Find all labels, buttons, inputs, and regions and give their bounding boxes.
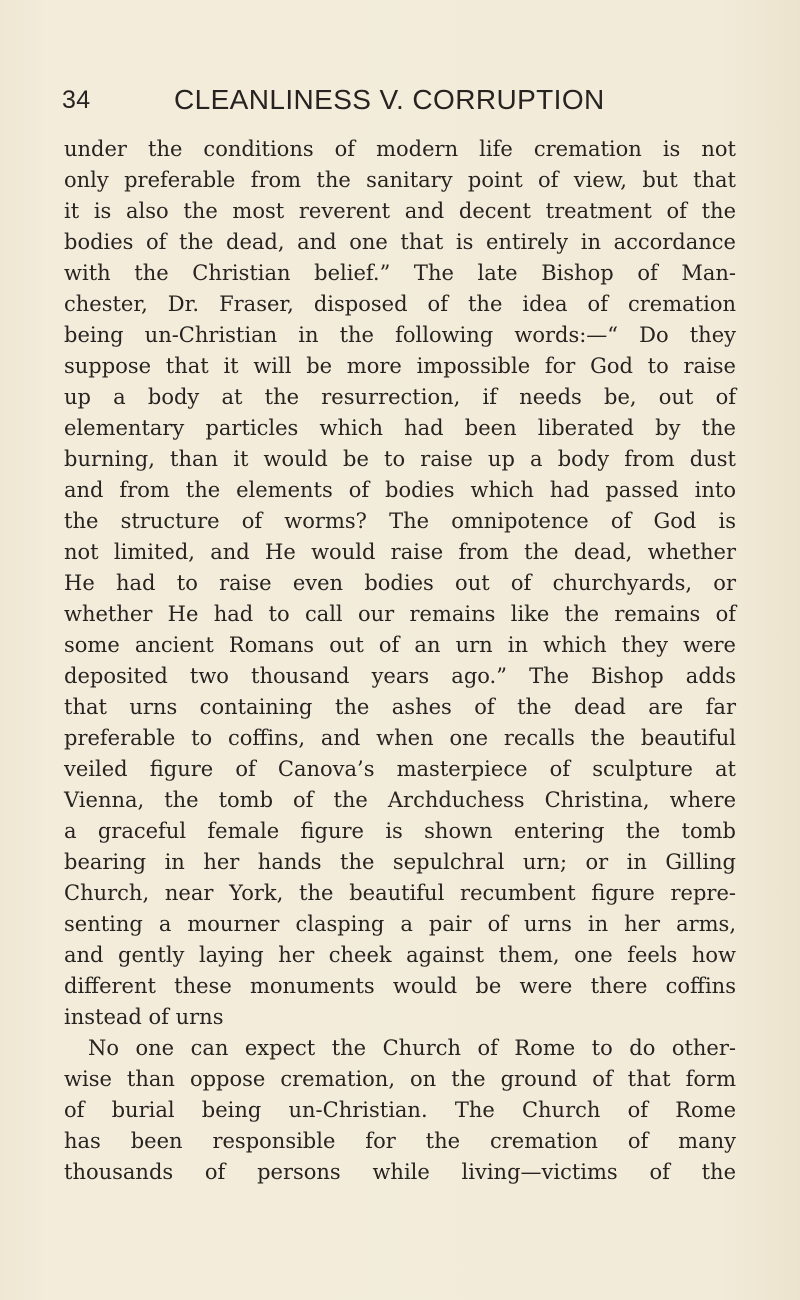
text-line: preferable to coffins, and when one recalls the beautiful: [64, 726, 736, 750]
text-line: elementary particles which had been liberated by the: [64, 416, 736, 440]
text-line: instead of urns: [64, 1005, 224, 1029]
text-line: deposited two thousand years ago.” The Bishop adds: [64, 664, 736, 688]
text-line: the structure of worms? The omnipotence of God is: [64, 509, 736, 533]
text-line: different these monuments would be were there coffins: [64, 974, 736, 998]
text-line: not limited, and He would raise from the dead, whether: [64, 540, 736, 564]
text-line: with the Christian belief.” The late Bishop of Man-: [64, 261, 736, 285]
text-line: Church, near York, the beautiful recumbent figure repre-: [64, 881, 736, 905]
text-line: of burial being un-Christian. The Church of Rome: [64, 1098, 736, 1122]
text-line: it is also the most reverent and decent treatment of the: [64, 199, 736, 223]
text-line: only preferable from the sanitary point of view, but that: [64, 168, 736, 192]
text-line: some ancient Romans out of an urn in which they were: [64, 633, 736, 657]
text-line: No one can expect the Church of Rome to do other-: [88, 1036, 736, 1060]
text-line: chester, Dr. Fraser, disposed of the idea of cremation: [64, 292, 736, 316]
text-line: and gently laying her cheek against them, one feels how: [64, 943, 736, 967]
text-line: under the conditions of modern life cremation is not: [64, 137, 736, 161]
page-number: 34: [62, 86, 91, 114]
running-head: [62, 80, 722, 120]
text-line: He had to raise even bodies out of churchyards, or: [64, 571, 736, 595]
text-line: bearing in her hands the sepulchral urn; or in Gilling: [64, 850, 736, 874]
text-line: up a body at the resurrection, if needs be, out of: [64, 385, 736, 409]
body-text: [64, 134, 736, 1188]
text-line: senting a mourner clasping a pair of urns in her arms,: [64, 912, 736, 936]
text-line: that urns containing the ashes of the dead are far: [64, 695, 736, 719]
text-line: veiled figure of Canova’s masterpiece of sculpture at: [64, 757, 736, 781]
text-line: and from the elements of bodies which had passed into: [64, 478, 736, 502]
text-line: bodies of the dead, and one that is entirely in accordance: [64, 230, 736, 254]
text-line: a graceful female figure is shown entering the tomb: [64, 819, 736, 843]
text-line: wise than oppose cremation, on the ground of that form: [64, 1067, 736, 1091]
text-line: whether He had to call our remains like the remains of: [64, 602, 736, 626]
text-line: Vienna, the tomb of the Archduchess Christina, where: [64, 788, 736, 812]
text-line: being un-Christian in the following words:—“ Do they: [64, 323, 736, 347]
text-line: suppose that it will be more impossible for God to raise: [64, 354, 736, 378]
text-line: has been responsible for the cremation of many: [64, 1129, 736, 1153]
text-line: thousands of persons while living—victims of the: [64, 1160, 736, 1184]
text-line: burning, than it would be to raise up a body from dust: [64, 447, 736, 471]
running-title: CLEANLINESS V. CORRUPTION: [174, 84, 605, 115]
